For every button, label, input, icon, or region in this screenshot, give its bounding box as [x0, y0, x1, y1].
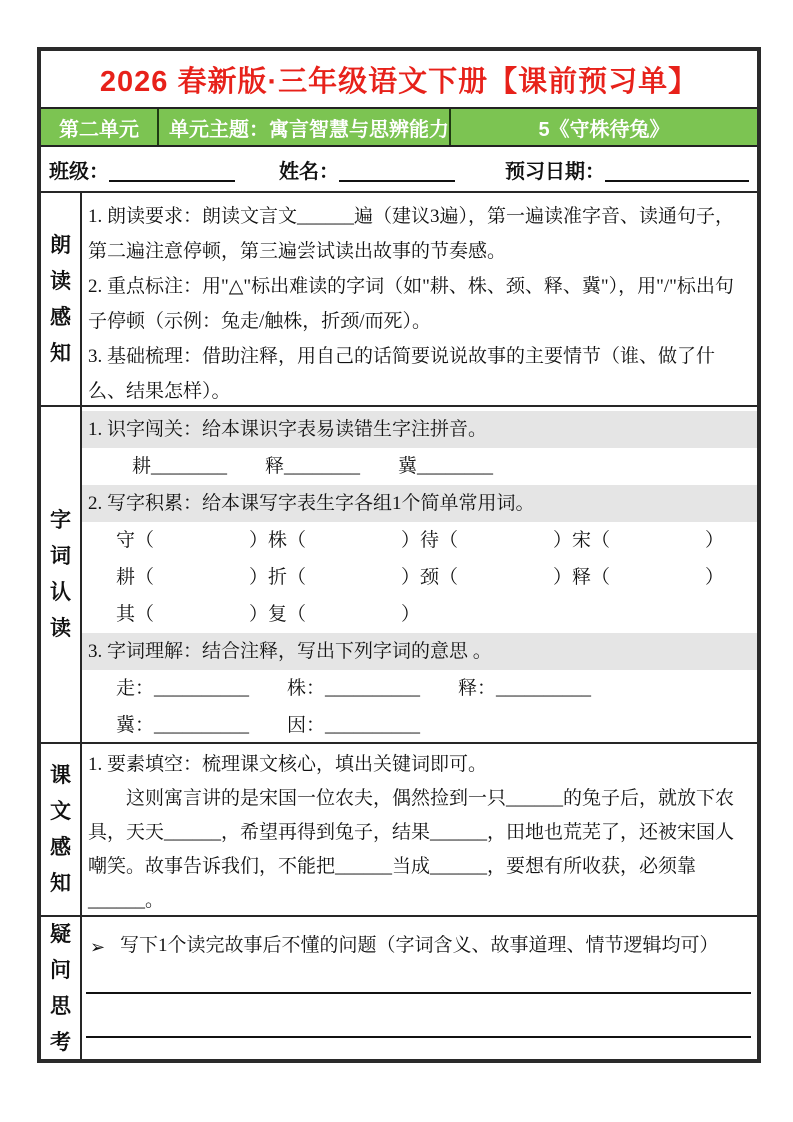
section-question-thinking: [41, 915, 757, 1059]
word-blank-row[interactable]: 守（ ）株（ ）待（ ）宋（ ）: [116, 530, 725, 551]
name-blank[interactable]: [339, 156, 455, 182]
section-word-recognition: [41, 405, 757, 742]
section-content: [82, 193, 757, 405]
info-row: [41, 147, 757, 191]
label-char: 字: [50, 508, 71, 532]
answer-line[interactable]: [86, 964, 751, 994]
question-text: 写下1个读完故事后不懂的问题（字词含义、故事道理、情节逻辑均可）: [120, 935, 719, 956]
label-char: 朗: [50, 232, 71, 257]
worksheet-frame: [37, 47, 761, 1063]
section-content: [82, 917, 757, 1059]
section-content: [82, 744, 757, 915]
label-char: 感: [50, 304, 71, 329]
section-text-perception: [41, 742, 757, 915]
section-content: [82, 407, 757, 742]
date-blank[interactable]: [605, 156, 749, 182]
label-char: 认: [50, 580, 71, 604]
word-blank-row[interactable]: 耕（ ）折（ ）颈（ ）释（ ）: [116, 567, 725, 588]
page-title: 2026 春新版·三年级语文下册【课前预习单】: [99, 65, 699, 98]
section-label-words: [41, 407, 82, 742]
label-char: 知: [50, 340, 71, 365]
unit-theme: 单元主题：寓言智慧与思辨能力: [159, 109, 451, 145]
question-prompt: [82, 921, 757, 964]
label-char: 知: [50, 871, 71, 895]
task-item: 2. 重点标注：用"△"标出难读的字词（如"耕、株、颈、释、冀"），用"/"标出句子停顿（示例：兔走/触株，折颈/而死）。: [88, 276, 734, 332]
label-char: 词: [50, 544, 71, 568]
section-label-reading: [41, 193, 82, 405]
worksheet-body: [41, 191, 757, 1059]
task-item: 2. 写字积累：给本课写字表生字各组1个简单常用词。: [82, 485, 757, 522]
class-label: 班级：: [49, 160, 109, 183]
meaning-blank-row[interactable]: 冀：__________ 因：__________: [116, 715, 421, 736]
label-char: 疑: [50, 921, 71, 946]
label-char: 读: [50, 268, 71, 293]
task-item: 1. 朗读要求：朗读文言文______遍（建议3遍），第一遍读准字音、读通句子，第二遍注意停顿，第三遍尝试读出故事的节奏感。: [88, 206, 735, 262]
section-label-question: [41, 917, 82, 1059]
task-item: 1. 识字闯关：给本课识字表易读错生字注拼音。: [82, 411, 757, 448]
task-item: 1. 要素填空：梳理课文核心，填出关键词即可。: [88, 754, 488, 775]
lesson-title: 5《守株待兔》: [538, 118, 670, 141]
section-label-text: [41, 744, 82, 915]
label-char: 考: [50, 1029, 71, 1054]
unit-bar: [41, 107, 757, 147]
pinyin-blank-row[interactable]: 耕________ 释________ 冀________: [132, 456, 494, 477]
label-char: 课: [50, 763, 71, 787]
date-label: 预习日期：: [505, 160, 605, 183]
label-char: 问: [50, 957, 71, 982]
label-char: 感: [50, 835, 71, 859]
task-item: 3. 字词理解：结合注释，写出下列字词的意思 。: [82, 633, 757, 670]
meaning-blank-row[interactable]: 走：__________ 株：__________ 释：__________: [116, 678, 592, 699]
label-char: 文: [50, 799, 71, 823]
task-item: 3. 基础梳理：借助注释，用自己的话简要说说故事的主要情节（谁、做了什么、结果怎样）。: [88, 346, 716, 402]
label-char: 读: [50, 616, 71, 640]
class-blank[interactable]: [109, 156, 235, 182]
answer-line[interactable]: [86, 994, 751, 1038]
label-char: 思: [50, 993, 71, 1018]
arrow-bullet-icon: ➢: [90, 937, 106, 957]
section-reading-perception: [41, 191, 757, 405]
word-blank-row[interactable]: 其（ ）复（ ）: [116, 604, 421, 625]
unit-number: 第二单元: [41, 109, 159, 145]
name-label: 姓名：: [279, 160, 339, 183]
cloze-paragraph[interactable]: 这则寓言讲的是宋国一位农夫，偶然捡到一只______的兔子后，就放下农具，天天______，希望再得到兔子，结果______，田地也荒芜了，还被宋国人嘲笑。故事告诉我们，不能把______当成______，要想有所收获，必须靠______。: [88, 788, 735, 911]
